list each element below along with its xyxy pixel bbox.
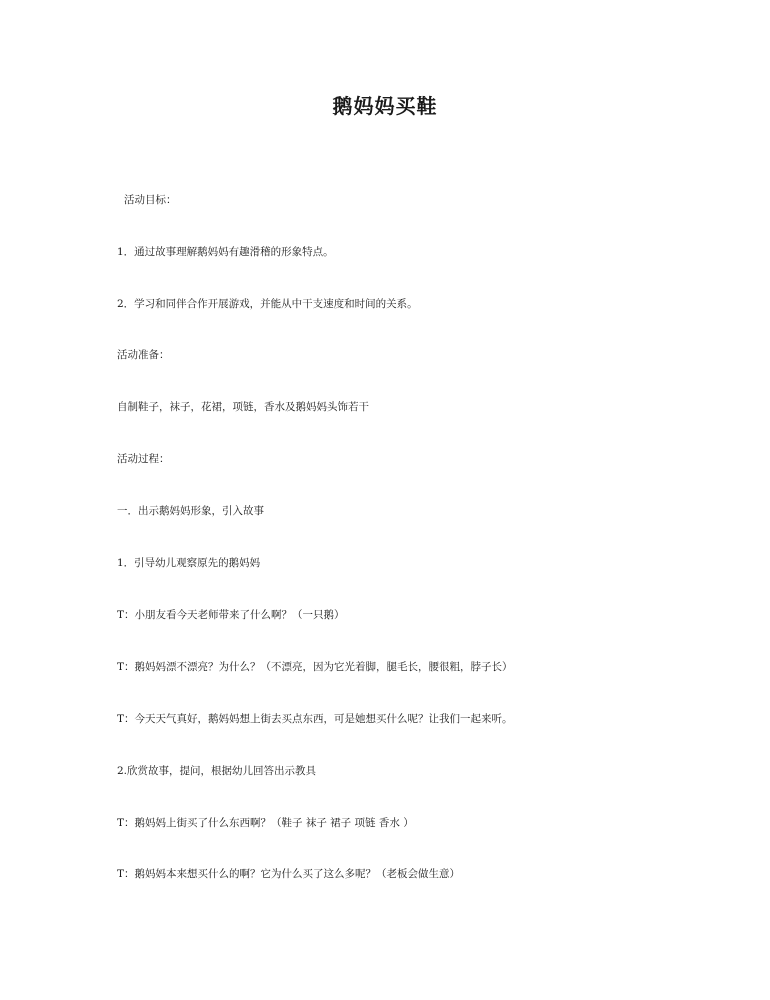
paragraph-dialogue-1: T：小朋友看今天老师带来了什么啊？（一只鹅） [117,609,345,621]
section-heading-preparation: 活动准备： [117,349,170,361]
paragraph-step-1-observe: 1．引导幼儿观察原先的鹅妈妈 [117,557,261,569]
section-heading-goals: 活动目标： [124,194,177,206]
paragraph-materials: 自制鞋子，袜子，花裙，项链，香水及鹅妈妈头饰若干 [117,401,369,413]
paragraph-step-2-story: 2.欣赏故事，提问，根据幼儿回答出示教具 [117,765,317,777]
document-title: 鹅妈妈买鞋 [332,94,438,118]
paragraph-goal-2: 2．学习和同伴合作开展游戏，并能从中干支速度和时间的关系。 [117,298,418,310]
paragraph-dialogue-5: T：鹅妈妈本来想买什么的啊？它为什么买了这么多呢？（老板会做生意） [117,868,461,880]
paragraph-dialogue-3: T：今天天气真好，鹅妈妈想上街去买点东西，可是她想买什么呢？让我们一起来听。 [117,713,513,725]
section-heading-process: 活动过程： [117,453,170,465]
paragraph-step-one: 一．出示鹅妈妈形象，引入故事 [117,505,264,517]
paragraph-dialogue-4: T：鹅妈妈上街买了什么东西啊？（鞋子 袜子 裙子 项链 香水 ） [117,817,414,829]
paragraph-goal-1: 1．通过故事理解鹅妈妈有趣滑稽的形象特点。 [117,246,334,258]
paragraph-dialogue-2: T：鹅妈妈漂不漂亮？为什么？（不漂亮，因为它光着脚，腿毛长，腰很粗，脖子长） [117,661,513,673]
